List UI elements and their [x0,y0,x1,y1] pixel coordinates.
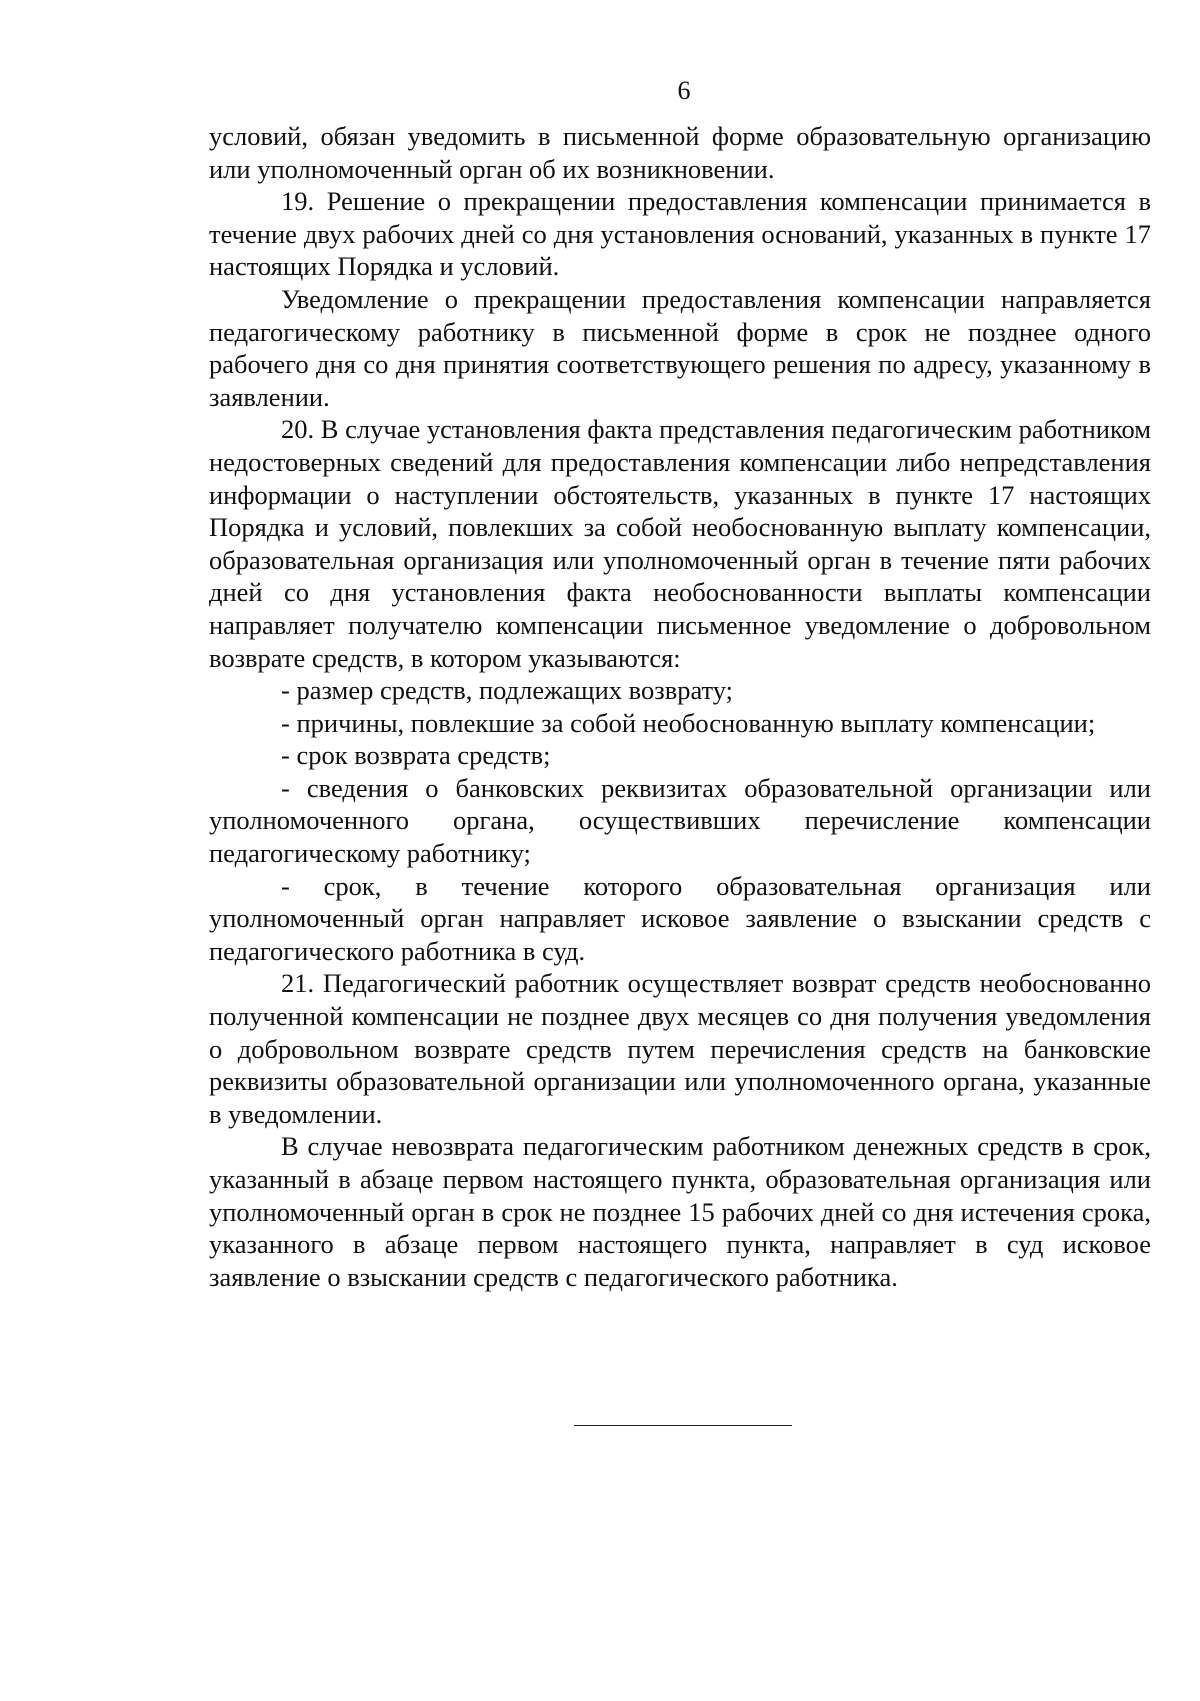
paragraph-continuation: условий, обязан уведомить в письменной форме образовательную организацию или уполномоченный орган об их возникновении. [209,121,1151,184]
paragraph-item-20: 20. В случае установления факта представления педагогическим работником недостоверных сведений для предоставления компенсации либо непредставления информации о наступлении обстоятельств, указанных в пункте 17 настоящих Порядка и условий, повлекших за собой необоснованную выплату компенсации, образовательная организация или уполномоченный орган в течение пяти рабочих дней со дня установления факта необоснованности выплаты компенсации направляет получателю компенсации письменное уведомление о добровольном возврате средств, в котором указываются: [209,414,1151,673]
list-item-bank-details: - сведения о банковских реквизитах образовательной организации или уполномоченного органа, осуществивших перечисление компенсации педагогическому работнику; [209,772,1151,869]
paragraph-termination-notice: Уведомление о прекращении предоставления компенсации направляется педагогическому работнику в письменной форме в срок не позднее одного рабочего дня со дня принятия соответствующего решения по адресу, указанному в заявлении. [209,283,1151,412]
list-item-return-deadline: - срок возврата средств; [281,740,551,771]
paragraph-item-21: 21. Педагогический работник осуществляет возврат средств необоснованно полученной компенсации не позднее двух месяцев со дня получения уведомления о добровольном возврате средств путем перечисления средств на банковские реквизиты образовательной организации или уполномоченного органа, указанные в уведомлении. [209,968,1151,1129]
document-body [209,120,1151,1293]
page-number: 6 [677,76,691,105]
list-item-lawsuit-deadline: - срок, в течение которого образовательная организация или уполномоченный орган направляет исковое заявление о взыскании средств с педагогического работника в суд. [209,870,1151,966]
list-item-reasons: - причины, повлекшие за собой необоснованную выплату компенсации; [281,707,1096,738]
list-item-amount: - размер средств, подлежащих возврату; [281,675,734,706]
paragraph-non-return: В случае невозврата педагогическим работником денежных средств в срок, указанный в абзаце первом настоящего пункта, образовательная организация или уполномоченный орган в срок не позднее 15 рабочих дней со дня истечения срока, указанного в абзаце первом настоящего пункта, направляет в суд исковое заявление о взыскании средств с педагогического работника. [209,1131,1151,1292]
paragraph-item-19: 19. Решение о прекращении предоставления компенсации принимается в течение двух рабочих дней со дня установления оснований, указанных в пункте 17 настоящих Порядка и условий. [209,186,1151,282]
end-of-document-rule [574,1425,792,1426]
